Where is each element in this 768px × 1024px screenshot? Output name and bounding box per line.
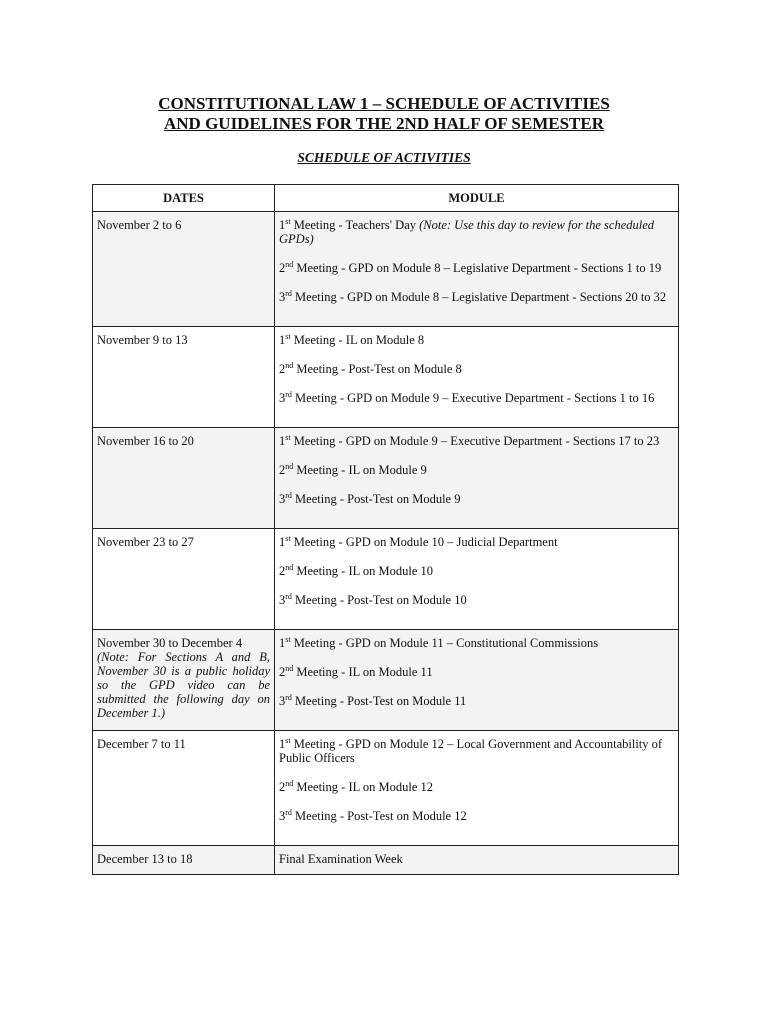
meeting-ordinal: 3: [279, 492, 286, 506]
date-text: November 30 to December 4: [97, 636, 243, 650]
ordinal-suffix: rd: [285, 490, 292, 500]
ordinal-suffix: nd: [285, 778, 294, 788]
meeting-ordinal: 1: [279, 333, 286, 347]
meeting-ordinal: 2: [279, 362, 286, 376]
ordinal-suffix: st: [285, 432, 291, 442]
ordinal-suffix: st: [285, 331, 291, 341]
meeting-text: Meeting - Post-Test on Module 12: [291, 809, 467, 823]
meeting-ordinal: 2: [279, 564, 286, 578]
table-row: [93, 212, 679, 327]
date-text: November 23 to 27: [97, 535, 194, 549]
meeting-entry: [279, 665, 674, 679]
meeting-ordinal: 1: [279, 636, 286, 650]
header-module: MODULE: [275, 185, 679, 212]
meeting-entry: [279, 362, 674, 376]
meeting-ordinal: 1: [279, 218, 286, 232]
date-note: (Note: For Sections A and B, November 30 is a public holiday so the GPD video can be submitted the following day on December 1.): [97, 650, 270, 720]
date-cell: [93, 529, 275, 630]
meeting-entry: [279, 290, 674, 304]
meeting-entry: [279, 391, 674, 405]
meeting-text: Meeting - Post-Test on Module 11: [291, 694, 467, 708]
meeting-entry: [279, 593, 674, 607]
meeting-text: Meeting - GPD on Module 8 – Legislative Department - Sections 1 to 19: [293, 261, 662, 275]
title-line-1: CONSTITUTIONAL LAW 1 – SCHEDULE OF ACTIVITIES: [158, 94, 610, 113]
date-text: November 2 to 6: [97, 218, 182, 232]
ordinal-suffix: nd: [285, 259, 294, 269]
meeting-entry: [279, 694, 674, 708]
meeting-entry: [279, 333, 674, 347]
meeting-text: Meeting - GPD on Module 12 – Local Government and Accountability of Public Officers: [279, 737, 663, 765]
module-cell: [275, 327, 679, 428]
meeting-entry: [279, 434, 674, 448]
meeting-entry: [279, 463, 674, 477]
table-row: [93, 846, 679, 875]
final-exam-text: Final Examination Week: [279, 852, 403, 866]
table-row: [93, 529, 679, 630]
date-cell: [93, 846, 275, 875]
module-cell: [275, 630, 679, 731]
ordinal-suffix: st: [285, 533, 291, 543]
meeting-text: Meeting - IL on Module 9: [293, 463, 427, 477]
meeting-entry: [279, 809, 674, 823]
meeting-entry: [279, 780, 674, 794]
meeting-ordinal: 1: [279, 535, 286, 549]
meeting-ordinal: 1: [279, 737, 286, 751]
date-cell: [93, 428, 275, 529]
module-cell: [275, 212, 679, 327]
document-title: [0, 94, 768, 134]
meeting-ordinal: 3: [279, 809, 286, 823]
module-cell: [275, 529, 679, 630]
table-row: [93, 428, 679, 529]
meeting-text: Meeting - Post-Test on Module 9: [291, 492, 461, 506]
meeting-ordinal: 2: [279, 463, 286, 477]
title-line-2: AND GUIDELINES FOR THE 2ND HALF OF SEMESTER: [163, 114, 605, 133]
schedule-table: [92, 184, 679, 875]
meeting-ordinal: 1: [279, 434, 286, 448]
date-cell: [93, 327, 275, 428]
module-cell: [275, 846, 679, 875]
table-row: [93, 731, 679, 846]
meeting-text: Meeting - GPD on Module 10 – Judicial Department: [290, 535, 558, 549]
ordinal-suffix: st: [285, 735, 291, 745]
meeting-ordinal: 3: [279, 290, 286, 304]
meeting-entry: [279, 636, 674, 650]
meeting-text: Meeting - IL on Module 8: [290, 333, 425, 347]
meeting-text: Meeting - GPD on Module 11 – Constitutional Commissions: [290, 636, 599, 650]
date-text: November 16 to 20: [97, 434, 194, 448]
ordinal-suffix: rd: [285, 692, 292, 702]
ordinal-suffix: nd: [285, 562, 294, 572]
meeting-text: Meeting - IL on Module 11: [293, 665, 433, 679]
ordinal-suffix: rd: [285, 288, 292, 298]
ordinal-suffix: rd: [285, 389, 292, 399]
module-cell: [275, 731, 679, 846]
meeting-entry: [279, 218, 674, 246]
meeting-text: Meeting - GPD on Module 8 – Legislative Department - Sections 20 to 32: [291, 290, 667, 304]
date-cell: [93, 731, 275, 846]
ordinal-suffix: st: [285, 634, 291, 644]
meeting-entry: [279, 737, 674, 765]
meeting-entry: [279, 564, 674, 578]
meeting-note: (Note: Use this day to review for the scheduled GPDs): [279, 218, 655, 246]
meeting-ordinal: 3: [279, 391, 286, 405]
date-cell: [93, 212, 275, 327]
meeting-text: Meeting - IL on Module 12: [293, 780, 434, 794]
meeting-ordinal: 2: [279, 665, 286, 679]
date-text: December 13 to 18: [97, 852, 193, 866]
meeting-text: Meeting - GPD on Module 9 – Executive Department - Sections 1 to 16: [291, 391, 655, 405]
meeting-text: Meeting - IL on Module 10: [293, 564, 434, 578]
meeting-ordinal: 2: [279, 780, 286, 794]
date-cell: [93, 630, 275, 731]
ordinal-suffix: nd: [285, 663, 294, 673]
table-header-row: [93, 185, 679, 212]
meeting-text: Meeting - Post-Test on Module 10: [291, 593, 467, 607]
header-dates: DATES: [93, 185, 275, 212]
module-cell: [275, 428, 679, 529]
meeting-entry: [279, 492, 674, 506]
meeting-text: Meeting - Post-Test on Module 8: [293, 362, 462, 376]
table-row: [93, 630, 679, 731]
date-text: November 9 to 13: [97, 333, 188, 347]
ordinal-suffix: st: [285, 216, 291, 226]
date-text: December 7 to 11: [97, 737, 186, 751]
ordinal-suffix: nd: [285, 461, 294, 471]
ordinal-suffix: nd: [285, 360, 294, 370]
meeting-entry: [279, 261, 674, 275]
meeting-ordinal: 2: [279, 261, 286, 275]
meeting-entry: [279, 535, 674, 549]
ordinal-suffix: rd: [285, 807, 292, 817]
table-row: [93, 327, 679, 428]
meeting-text: Meeting - GPD on Module 9 – Executive Department - Sections 17 to 23: [290, 434, 660, 448]
ordinal-suffix: rd: [285, 591, 292, 601]
meeting-ordinal: 3: [279, 593, 286, 607]
meeting-text: Meeting - Teachers' Day: [290, 218, 420, 232]
schedule-subtitle: SCHEDULE OF ACTIVITIES: [297, 150, 471, 165]
meeting-ordinal: 3: [279, 694, 286, 708]
